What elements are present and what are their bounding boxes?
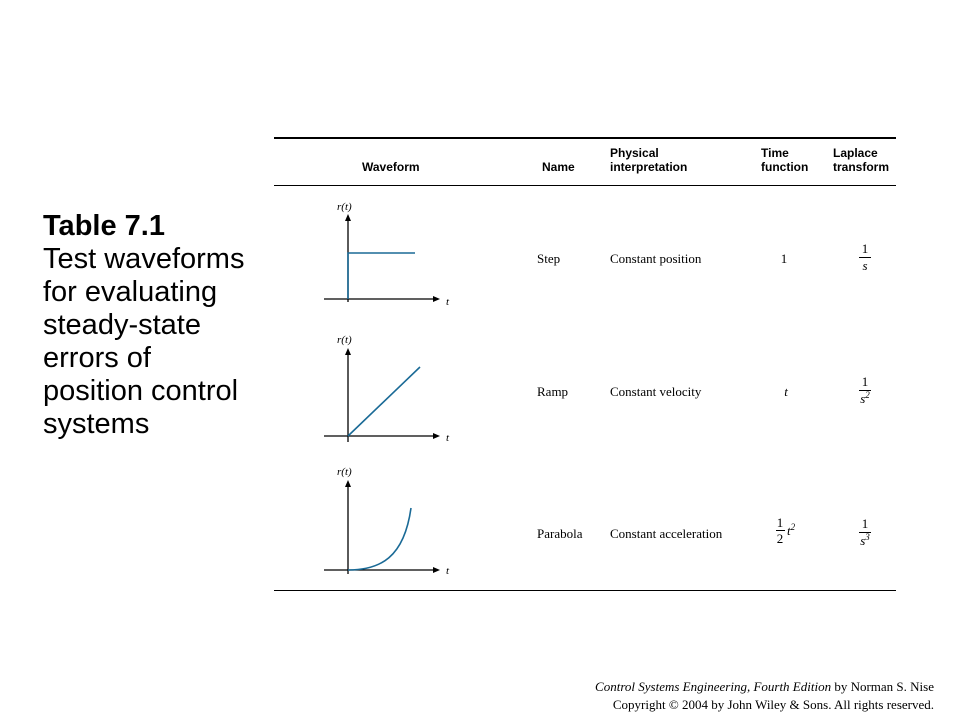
ramp-y-axis-label: [337, 334, 352, 346]
table-number: Table 7.1: [43, 210, 165, 242]
y-axis-label-text: r(t): [337, 466, 352, 478]
header-waveform-text: Waveform: [362, 160, 420, 174]
header-laplace-line: Laplace: [833, 146, 878, 160]
denominator-power: 3: [865, 532, 870, 542]
coefficient-denominator: 2: [776, 531, 784, 546]
ramp-x-axis-label: [446, 432, 449, 444]
step-x-axis-label: [446, 296, 449, 308]
x-axis-label-text: t: [446, 565, 450, 577]
header-time-line: Time: [761, 146, 789, 160]
row-interpretation: Constant position: [610, 251, 702, 266]
caption-line: systems: [43, 408, 150, 440]
denominator-power: 2: [865, 390, 870, 400]
denominator-base: s: [860, 391, 866, 406]
fraction-numerator: 1: [861, 241, 869, 256]
step-waveform: [318, 212, 458, 312]
header-laplace-transform: [833, 146, 889, 174]
x-axis-arrow: [433, 296, 440, 302]
fraction-denominator: [860, 392, 870, 406]
caption-line: position control: [43, 375, 239, 407]
y-axis-arrow: [345, 214, 351, 221]
y-axis-label-text: r(t): [337, 201, 352, 213]
header-physical-line: Physical: [610, 146, 659, 160]
fraction-denominator: [860, 534, 870, 548]
fraction-denominator: [862, 259, 867, 273]
caption-line: for evaluating: [43, 276, 218, 308]
time-variable: [787, 523, 795, 539]
x-axis-label-text: t: [446, 432, 450, 444]
header-name-text: Name: [542, 160, 575, 174]
caption-line: Test waveforms: [43, 243, 245, 275]
caption-line: steady-state: [43, 309, 201, 341]
y-axis-label-text: r(t): [337, 334, 352, 346]
table-caption: [43, 210, 273, 441]
x-axis-arrow: [433, 567, 440, 573]
denominator-base: s: [862, 258, 868, 273]
table-header-rule: [274, 185, 896, 186]
header-laplace-line: transform: [833, 160, 890, 174]
row-name: Step: [537, 251, 561, 266]
header-time-line: function: [761, 160, 809, 174]
parabola-waveform: [318, 478, 458, 578]
book-byline: by Norman S. Nise: [831, 679, 934, 694]
ramp-curve: [348, 367, 420, 436]
step-curve: [348, 253, 415, 299]
fraction-numerator: 1: [861, 516, 869, 531]
table-top-rule: [274, 137, 896, 139]
coefficient-numerator: 1: [776, 515, 784, 530]
copyright-notice: Copyright © 2004 by John Wiley & Sons. All rights reserved.: [612, 697, 934, 712]
caption-line: errors of: [43, 342, 151, 374]
y-axis-arrow: [345, 348, 351, 355]
laplace-transform: [853, 375, 877, 406]
header-time-function: [761, 146, 808, 174]
x-axis-arrow: [433, 433, 440, 439]
row-interpretation: Constant acceleration: [610, 526, 723, 541]
time-function: t: [784, 384, 788, 399]
y-axis-arrow: [345, 480, 351, 487]
book-credit: [595, 679, 934, 695]
row-interpretation: Constant velocity: [610, 384, 702, 399]
row-name: Ramp: [537, 384, 569, 399]
denominator-base: s: [860, 533, 866, 548]
time-variable-power: 2: [790, 521, 796, 532]
header-physical-interpretation: [610, 146, 687, 174]
parabola-y-axis-label: [337, 466, 352, 478]
ramp-waveform: [318, 346, 458, 446]
row-name: Parabola: [537, 526, 583, 541]
parabola-curve: [348, 508, 411, 570]
header-waveform: [362, 160, 420, 174]
time-function: [774, 516, 795, 545]
parabola-x-axis-label: [446, 565, 449, 577]
header-name: [542, 160, 575, 174]
fraction-numerator: 1: [861, 374, 869, 389]
coefficient-fraction: [774, 516, 786, 545]
header-physical-line: interpretation: [610, 160, 688, 174]
time-function: 1: [780, 251, 788, 266]
table-bottom-rule: [274, 590, 896, 591]
laplace-transform: [853, 517, 877, 548]
x-axis-label-text: t: [446, 296, 450, 308]
book-title: Control Systems Engineering, Fourth Edition: [595, 679, 832, 694]
laplace-transform: [853, 242, 877, 273]
time-variable-base: t: [787, 522, 791, 538]
